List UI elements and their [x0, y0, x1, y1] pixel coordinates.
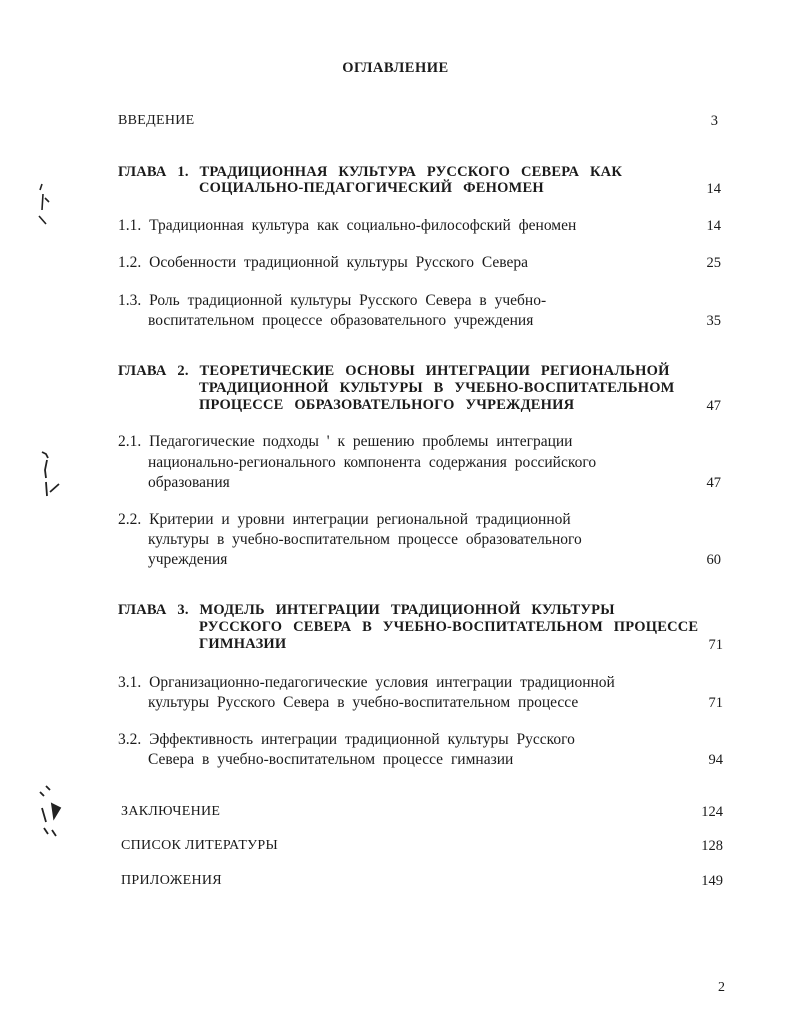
- toc-section-1-2-page: 25: [706, 255, 721, 271]
- toc-section-2-2-line1: 2.2. Критерии и уровни интеграции региональной традиционной: [118, 511, 571, 528]
- toc-section-2-2-line3: учреждения: [148, 551, 228, 568]
- toc-section-1-2: 1.2. Особенности традиционной культуры Русского Севера: [118, 254, 528, 271]
- toc-section-2-2-line2: культуры в учебно-воспитательном процессе образовательного: [148, 531, 582, 548]
- toc-section-2-2-page: 60: [706, 552, 721, 568]
- toc-section-3-1-page: 71: [708, 695, 723, 711]
- toc-chapter2-line1: ГЛАВА 2. ТЕОРЕТИЧЕСКИЕ ОСНОВЫ ИНТЕГРАЦИИ РЕГИОНАЛЬНОЙ: [118, 363, 670, 379]
- toc-section-1-3-page: 35: [706, 313, 721, 329]
- toc-chapter1-line1: ГЛАВА 1. ТРАДИЦИОННАЯ КУЛЬТУРА РУССКОГО СЕВЕРА КАК: [118, 164, 623, 180]
- toc-chapter3-page: 71: [708, 637, 723, 653]
- page-number: 2: [718, 980, 725, 995]
- toc-section-1-3-line1: 1.3. Роль традиционной культуры Русского Севера в учебно-: [118, 292, 547, 309]
- toc-chapter2-page: 47: [706, 398, 721, 414]
- toc-section-3-2-line1: 3.2. Эффективность интеграции традиционной культуры Русского: [118, 731, 575, 748]
- toc-intro-page: 3: [710, 113, 718, 129]
- toc-section-3-2-line2: Севера в учебно-воспитательном процессе гимназии: [148, 751, 514, 768]
- toc-section-3-1-line2: культуры Русского Севера в учебно-воспитательном процессе: [148, 694, 579, 711]
- page-title: ОГЛАВЛЕНИЕ: [342, 60, 449, 76]
- toc-section-1-1: 1.1. Традиционная культура как социально-философский феномен: [118, 217, 577, 234]
- toc-chapter3-line1: ГЛАВА 3. МОДЕЛЬ ИНТЕГРАЦИИ ТРАДИЦИОННОЙ КУЛЬТУРЫ: [118, 602, 615, 618]
- scan-mark-3: [34, 782, 64, 840]
- toc-chapter2-line2: ТРАДИЦИОННОЙ КУЛЬТУРЫ В УЧЕБНО-ВОСПИТАТЕЛЬНОМ: [199, 380, 675, 396]
- toc-section-3-1-line1: 3.1. Организационно-педагогические условия интеграции традиционной: [118, 674, 615, 691]
- toc-chapter2-line3: ПРОЦЕССЕ ОБРАЗОВАТЕЛЬНОГО УЧРЕЖДЕНИЯ: [199, 397, 575, 413]
- toc-section-2-1-line2: национально-регионального компонента содержания российского: [148, 454, 597, 471]
- toc-chapter3-line3: ГИМНАЗИИ: [199, 636, 287, 652]
- toc-conclusion-label: ЗАКЛЮЧЕНИЕ: [121, 804, 221, 819]
- toc-intro-label: ВВЕДЕНИЕ: [118, 113, 195, 128]
- toc-section-2-1-line1: 2.1. Педагогические подходы ' к решению проблемы интеграции: [118, 433, 573, 450]
- toc-chapter3-line2: РУССКОГО СЕВЕРА В УЧЕБНО-ВОСПИТАТЕЛЬНОМ ПРОЦЕССЕ: [199, 619, 699, 635]
- scan-mark-2: [32, 448, 62, 500]
- toc-conclusion-page: 124: [701, 804, 723, 820]
- toc-appendices-label: ПРИЛОЖЕНИЯ: [121, 873, 222, 888]
- toc-section-2-1-line3: образования: [148, 474, 230, 491]
- toc-chapter1-line2: СОЦИАЛЬНО-ПЕДАГОГИЧЕСКИЙ ФЕНОМЕН: [199, 180, 544, 196]
- toc-section-3-2-page: 94: [708, 752, 723, 768]
- toc-references-page: 128: [701, 838, 723, 854]
- scan-mark-1: [30, 180, 54, 228]
- toc-references-label: СПИСОК ЛИТЕРАТУРЫ: [121, 838, 278, 853]
- toc-section-1-3-line2: воспитательном процессе образовательного учреждения: [148, 312, 534, 329]
- toc-chapter1-page: 14: [706, 181, 721, 197]
- toc-appendices-page: 149: [701, 873, 723, 889]
- toc-section-1-1-page: 14: [706, 218, 721, 234]
- toc-section-2-1-page: 47: [706, 475, 721, 491]
